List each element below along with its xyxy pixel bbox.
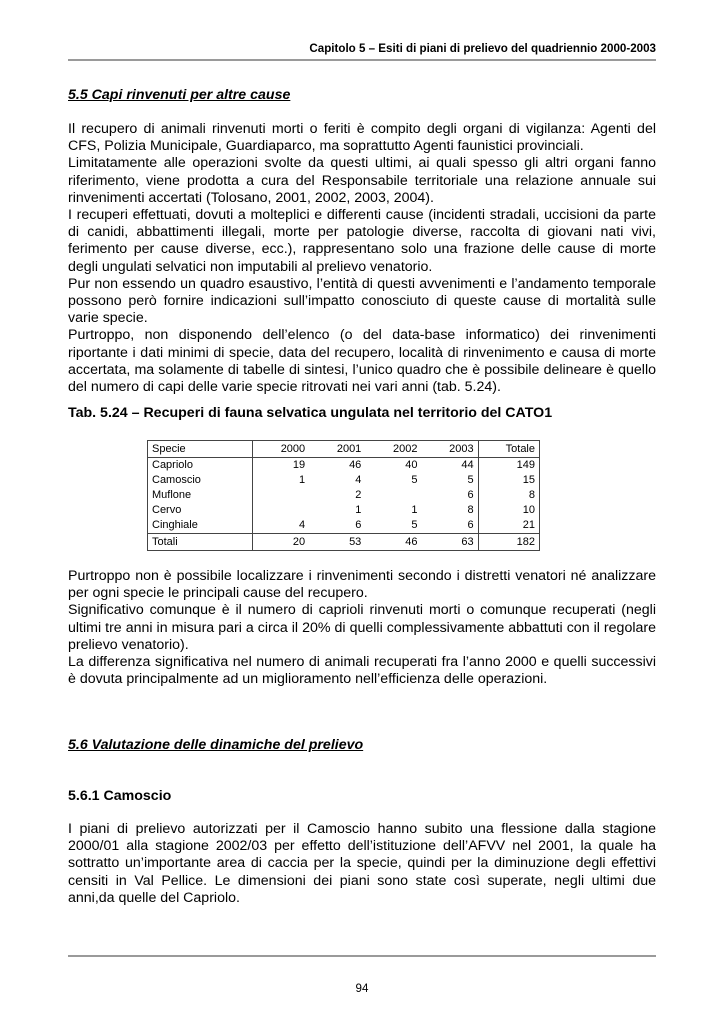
header-rule [68, 59, 656, 61]
value-cell: 6 [467, 519, 474, 531]
value-cell [365, 488, 421, 503]
value-cell: 4 [299, 519, 306, 531]
value-cell: 1 [411, 504, 418, 516]
paragraph: I piani di prelievo autorizzati per il Camoscio hanno subito una flessione dalla stagione 2000/01 alla stagione 2002/03 per effetto dell’istituzione dell’AFVV nel 2001, la quale ha sottratto un’importante area di caccia per la specie, quindi per la diminuzione degli effettivi censiti in Val Pellice. Le dimensioni dei piani sono state così superate, negli ultimi due anni,da quelle del Capriolo. [68, 821, 656, 906]
value-cell: 44 [461, 459, 474, 471]
section-title-5-5: 5.5 Capi rinvenuti per altre cause [68, 87, 291, 103]
paragraph: Purtroppo, non disponendo dell’elenco (o del data-base informatico) dei rinvenimenti riportante i dati minimi di specie, data del recupero, località di rinvenimento e causa di morte accertata, ma solamente di tabelle di sintesi, l’unico quadro che è possibile delineare è quello del numero di capi delle varie specie ritrovati nei vari anni (tab. 5.24). [68, 327, 656, 396]
total-cell: 8 [478, 488, 539, 503]
value-cell: 4 [355, 474, 362, 486]
column-header: Specie [148, 441, 253, 458]
species-cell: Capriolo [148, 458, 253, 474]
paragraph: Purtroppo non è possibile localizzare i rinvenimenti secondo i distretti venatori né analizzare per ogni specie le principali cause del recupero. [68, 568, 656, 602]
column-header: 2001 [309, 441, 365, 458]
total-value-cell: 53 [309, 534, 365, 551]
value-cell: 5 [411, 474, 418, 486]
subsection-title-5-6-1: 5.6.1 Camoscio [68, 788, 172, 804]
value-cell: 40 [405, 459, 418, 471]
species-cell: Cervo [148, 503, 253, 518]
value-cell: 19 [292, 459, 306, 471]
table-row [148, 458, 540, 474]
species-cell: Camoscio [148, 473, 253, 488]
paragraph: Limitatamente alle operazioni svolte da questi ultimi, ai quali spesso gli altri organi fanno riferimento, viene prodotta a cura del Responsabile territoriale una relazione annuale sui rinvenimenti accertati (Tolosano, 2001, 2002, 2003, 2004). [68, 155, 656, 206]
value-cell: 5 [411, 519, 418, 531]
column-header: Totale [478, 441, 539, 458]
paragraph: Il recupero di animali rinvenuti morti o feriti è compito degli organi di vigilanza: Agenti del CFS, Polizia Municipale, Guardiaparco, ma soprattutto Agenti faunistici provinciali. [68, 121, 656, 155]
value-cell: 1 [299, 474, 306, 486]
value-cell: 46 [349, 459, 362, 471]
value-cell: 6 [355, 519, 362, 531]
table-totals-row [148, 534, 540, 551]
running-header: Capitolo 5 – Esiti di piani di prelievo del quadriennio 2000-2003 [309, 42, 656, 55]
section-5-5-body [68, 121, 656, 396]
table-header-row [148, 441, 540, 458]
paragraph: I recuperi effettuati, dovuti a molteplici e differenti cause (incidenti stradali, uccisioni da parte di canidi, abbattimenti illegali, morte per patologie diverse, raccolta di giovani nati vivi, ferimento per cause diverse, ecc.), rappresentano solo una frazione delle cause di morte degli ungulati selvatici non imputabili al prelievo venatorio. [68, 207, 656, 275]
paragraph: La differenza significativa nel numero di animali recuperati fra l’anno 2000 e quelli successivi è dovuta principalmente ad un miglioramento nell’efficienza delle operazioni. [68, 654, 656, 688]
value-cell: 5 [467, 474, 474, 486]
value-cell: 6 [467, 489, 474, 501]
column-header: 2000 [253, 441, 310, 458]
species-cell: Cinghiale [148, 518, 253, 534]
total-value-cell: 46 [365, 534, 421, 551]
species-cell: Muflone [148, 488, 253, 503]
total-cell: 10 [478, 503, 539, 518]
post-table-body [68, 568, 656, 688]
total-cell: 149 [478, 458, 539, 474]
total-cell: 15 [478, 473, 539, 488]
column-header: 2002 [365, 441, 421, 458]
value-cell: 1 [355, 504, 362, 516]
table-row [148, 518, 540, 534]
paragraph: Pur non essendo un quadro esaustivo, l’entità di questi avvenimenti e l’andamento temporale possono però fornire indicazioni sull’impatto conosciuto di queste cause di mortalità sulle varie specie. [68, 275, 656, 327]
total-cell: 21 [478, 518, 539, 534]
value-cell: 8 [467, 504, 474, 516]
page-number: 94 [355, 982, 369, 995]
footer-rule [68, 955, 656, 957]
table-caption: Tab. 5.24 – Recuperi di fauna selvatica ungulata nel territorio del CATO1 [68, 405, 553, 421]
grand-total-cell: 182 [478, 534, 539, 551]
column-header: 2003 [421, 441, 478, 458]
section-title-5-6: 5.6 Valutazione delle dinamiche del prelievo [68, 737, 364, 753]
subsection-5-6-1-body [68, 821, 656, 907]
value-cell: 2 [355, 489, 362, 501]
value-cell [253, 503, 310, 518]
totals-label: Totali [148, 534, 253, 551]
total-value-cell: 20 [253, 534, 310, 551]
value-cell [253, 488, 310, 503]
table-row [148, 503, 540, 518]
paragraph: Significativo comunque è il numero di caprioli rinvenuti morti o comunque recuperati (negli ultimi tre anni in misura pari a circa il 20% di quelli complessivamente abbattuti con il regolare prelievo venatorio). [68, 602, 656, 653]
total-value-cell: 63 [421, 534, 478, 551]
table-row [148, 473, 540, 488]
recoveries-table [147, 440, 540, 551]
table-row [148, 488, 540, 503]
